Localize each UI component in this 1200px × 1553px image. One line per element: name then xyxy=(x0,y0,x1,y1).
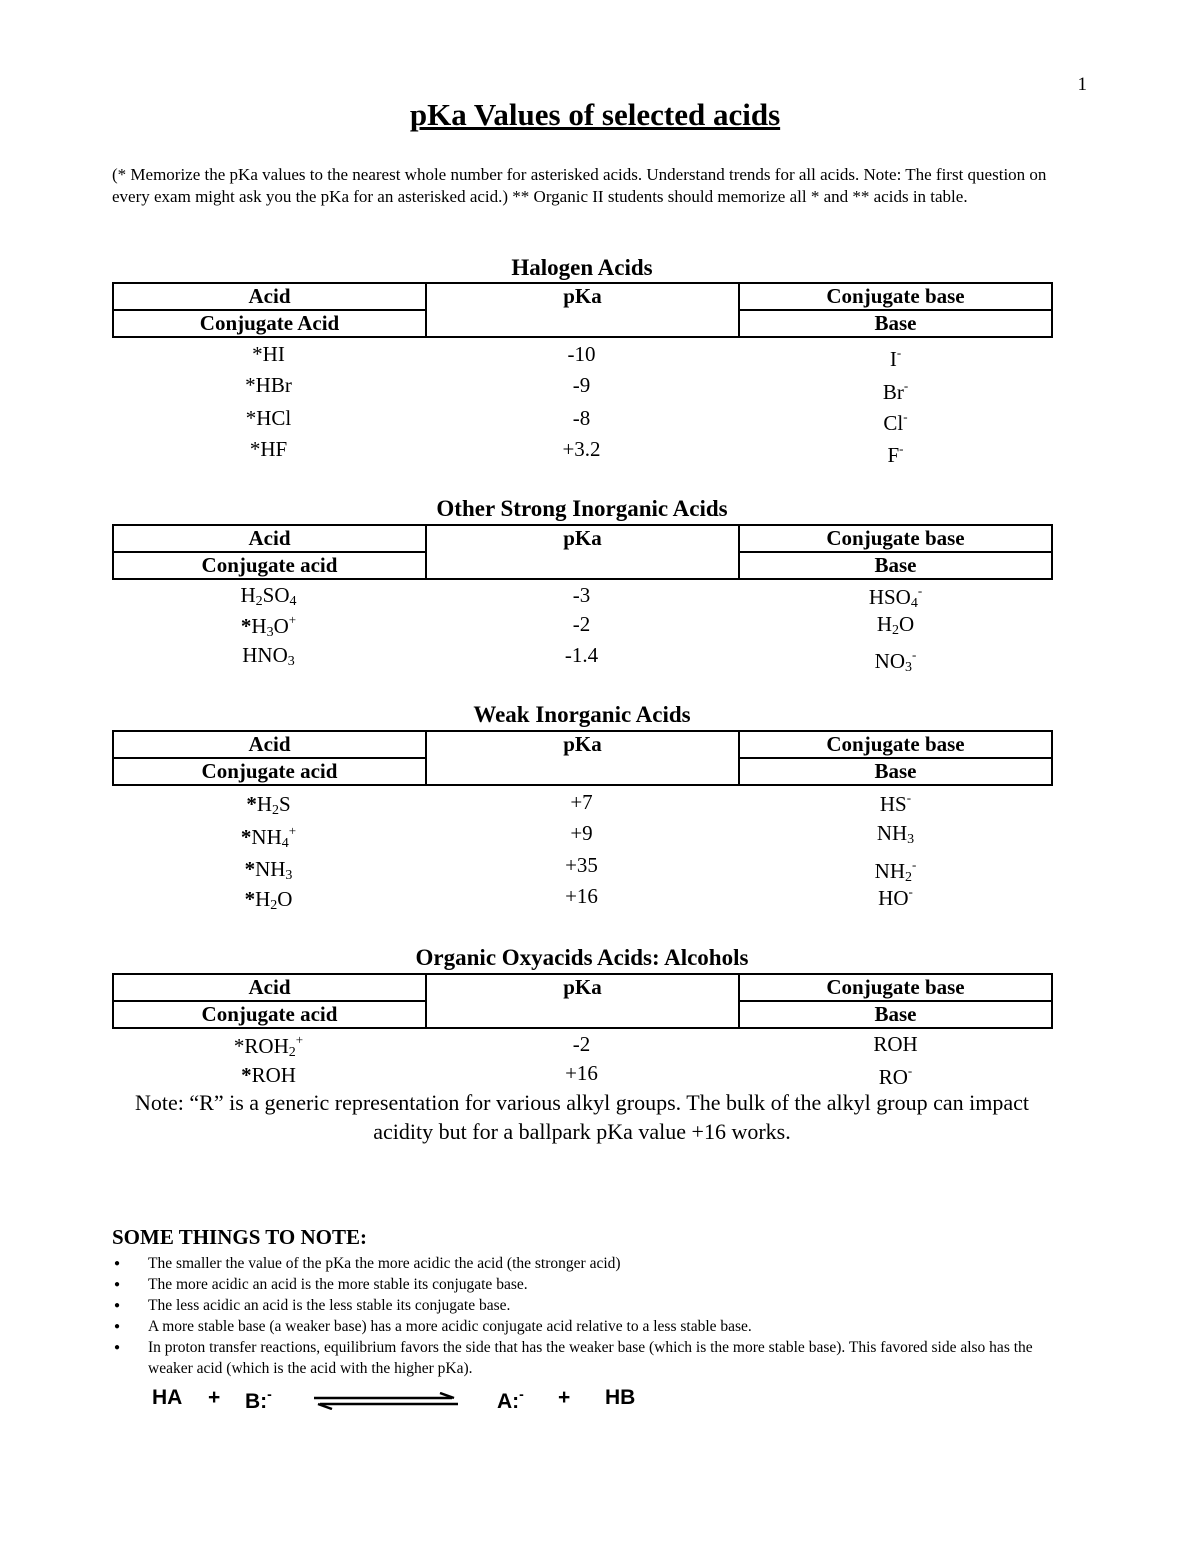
base-cell: Cl- xyxy=(883,409,908,435)
list-item: ● In proton transfer reactions, equilibrium favors the side that has the weaker base (which is the more stable base). This favored side also has the weaker acid (which is the acid with the higher pKa). xyxy=(112,1337,1077,1379)
header-conjugate-base: Conjugate base xyxy=(739,283,1052,310)
pka-cell: +3.2 xyxy=(562,437,601,461)
base-cell: $NO_3^-$ xyxy=(874,647,917,675)
table-row xyxy=(112,342,1053,372)
base-cell: HO- xyxy=(878,884,913,910)
header-pka: pKa xyxy=(426,974,739,1028)
equilibrium-equation xyxy=(150,1386,670,1418)
alcohol-note: Note: “R” is a generic representation for various alkyl groups. The bulk of the alkyl group can impact acidity but for a ballpark pKa value +16 works. xyxy=(135,1090,1029,1144)
base-cell: $HSO_4^-$ xyxy=(868,583,923,611)
list-item: ● The smaller the value of the pKa the more acidic the acid (the stronger acid) xyxy=(112,1253,1077,1274)
section-title-strong-inorganic-acids: Other Strong Inorganic Acids xyxy=(436,496,728,521)
pka-cell: -1.4 xyxy=(564,643,599,667)
acid-cell: $*ROH_2^+$ xyxy=(233,1032,304,1060)
table-row xyxy=(112,373,1053,403)
notes-heading: SOME THINGS TO NOTE: xyxy=(112,1225,367,1249)
table-row xyxy=(112,406,1053,436)
equilibrium-arrows-icon xyxy=(312,1392,460,1410)
pka-cell: -2 xyxy=(572,1032,591,1056)
list-item: ● A more stable base (a weaker base) has a more acidic conjugate acid relative to a less stable base. xyxy=(112,1316,1077,1337)
header-pka: pKa xyxy=(426,731,739,785)
header-acid: Acid xyxy=(113,525,426,552)
base-cell: $H_2O$ xyxy=(876,612,915,638)
notes-list xyxy=(112,1253,1077,1379)
header-acid: Acid xyxy=(113,974,426,1001)
list-item: ● The more acidic an acid is the more stable its conjugate base. xyxy=(112,1274,1077,1295)
acid-cell: $H_2SO_4$ xyxy=(240,583,297,609)
acid-cell: *ROH xyxy=(241,1063,296,1087)
product-base: A:- xyxy=(497,1386,524,1413)
plus-sign: + xyxy=(208,1386,221,1409)
alcohols-header xyxy=(112,973,1053,1029)
list-item: ● The less acidic an acid is the less stable its conjugate base. xyxy=(112,1295,1077,1316)
header-conjugate-acid: Conjugate Acid xyxy=(113,310,426,337)
section-title-alcohols: Organic Oxyacids Acids: Alcohols xyxy=(415,945,749,970)
section-title-halogen-acids: Halogen Acids xyxy=(511,255,653,280)
pka-cell: -9 xyxy=(572,373,591,397)
plus-sign: + xyxy=(558,1386,571,1409)
pka-cell: +16 xyxy=(565,884,598,908)
header-conjugate-base: Conjugate base xyxy=(739,525,1052,552)
base-cell: HS- xyxy=(879,790,912,816)
acid-cell: $*NH_3$ xyxy=(244,857,293,883)
acid-cell: *HCl xyxy=(245,406,292,430)
reactant-acid: HA xyxy=(152,1386,183,1409)
acid-cell: *HI xyxy=(252,342,285,366)
header-base: Base xyxy=(739,758,1052,785)
strong-inorganic-acids-header xyxy=(112,524,1053,580)
table-row xyxy=(112,437,1053,467)
table-row xyxy=(112,1032,1053,1062)
header-conjugate-acid: Conjugate acid xyxy=(113,758,426,785)
pka-cell: +9 xyxy=(570,821,593,845)
acid-cell: $*H_3O^+$ xyxy=(240,612,297,640)
header-conjugate-base: Conjugate base xyxy=(739,731,1052,758)
table-row xyxy=(112,821,1053,851)
header-acid: Acid xyxy=(113,731,426,758)
base-cell: $NH_3$ xyxy=(876,821,915,847)
section-title-weak-inorganic-acids: Weak Inorganic Acids xyxy=(473,702,691,727)
header-base: Base xyxy=(739,1001,1052,1028)
acid-cell: *HBr xyxy=(245,373,292,397)
acid-cell: $*H_2O$ xyxy=(244,887,293,913)
header-conjugate-base: Conjugate base xyxy=(739,974,1052,1001)
header-conjugate-acid: Conjugate acid xyxy=(113,552,426,579)
page-number: 1 xyxy=(1077,74,1087,95)
table-row xyxy=(112,1061,1053,1091)
product-acid: HB xyxy=(605,1386,636,1409)
header-pka: pKa xyxy=(426,525,739,579)
base-cell: I- xyxy=(889,345,902,371)
weak-inorganic-acids-header xyxy=(112,730,1053,786)
acid-cell: *HF xyxy=(249,437,288,461)
base-cell: RO- xyxy=(878,1063,913,1089)
intro-paragraph: (* Memorize the pKa values to the nearest whole number for asterisked acids. Understand trends for all acids. Note: The first question on every exam might ask you the pKa for an asterisked acid.) ** Organic II students should memorize all * and ** acids in table. xyxy=(112,165,1047,206)
reactant-base: B:- xyxy=(245,1386,272,1413)
halogen-acids-header xyxy=(112,282,1053,338)
table-row xyxy=(112,643,1053,673)
base-cell: $NH_2^-$ xyxy=(874,857,917,885)
base-cell: Br- xyxy=(882,378,909,404)
table-row xyxy=(112,790,1053,820)
header-base: Base xyxy=(739,552,1052,579)
table-row xyxy=(112,884,1053,914)
header-acid: Acid xyxy=(113,283,426,310)
pka-cell: +35 xyxy=(565,853,598,877)
acid-cell: $HNO_3$ xyxy=(242,643,295,669)
table-row xyxy=(112,583,1053,613)
acid-cell: $*NH_4^+$ xyxy=(240,823,297,851)
header-pka: pKa xyxy=(426,283,739,337)
page-title: pKa Values of selected acids xyxy=(409,97,781,132)
table-row xyxy=(112,612,1053,642)
pka-cell: +16 xyxy=(565,1061,598,1085)
header-base: Base xyxy=(739,310,1052,337)
table-row xyxy=(112,853,1053,883)
pka-cell: -8 xyxy=(572,406,591,430)
pka-cell: -10 xyxy=(567,342,596,366)
pka-cell: +7 xyxy=(570,790,593,814)
pka-cell: -3 xyxy=(572,583,591,607)
pka-cell: -2 xyxy=(572,612,591,636)
base-cell: ROH xyxy=(873,1032,918,1056)
acid-cell: $*H_2S$ xyxy=(246,792,291,818)
base-cell: F- xyxy=(887,441,904,467)
header-conjugate-acid: Conjugate acid xyxy=(113,1001,426,1028)
